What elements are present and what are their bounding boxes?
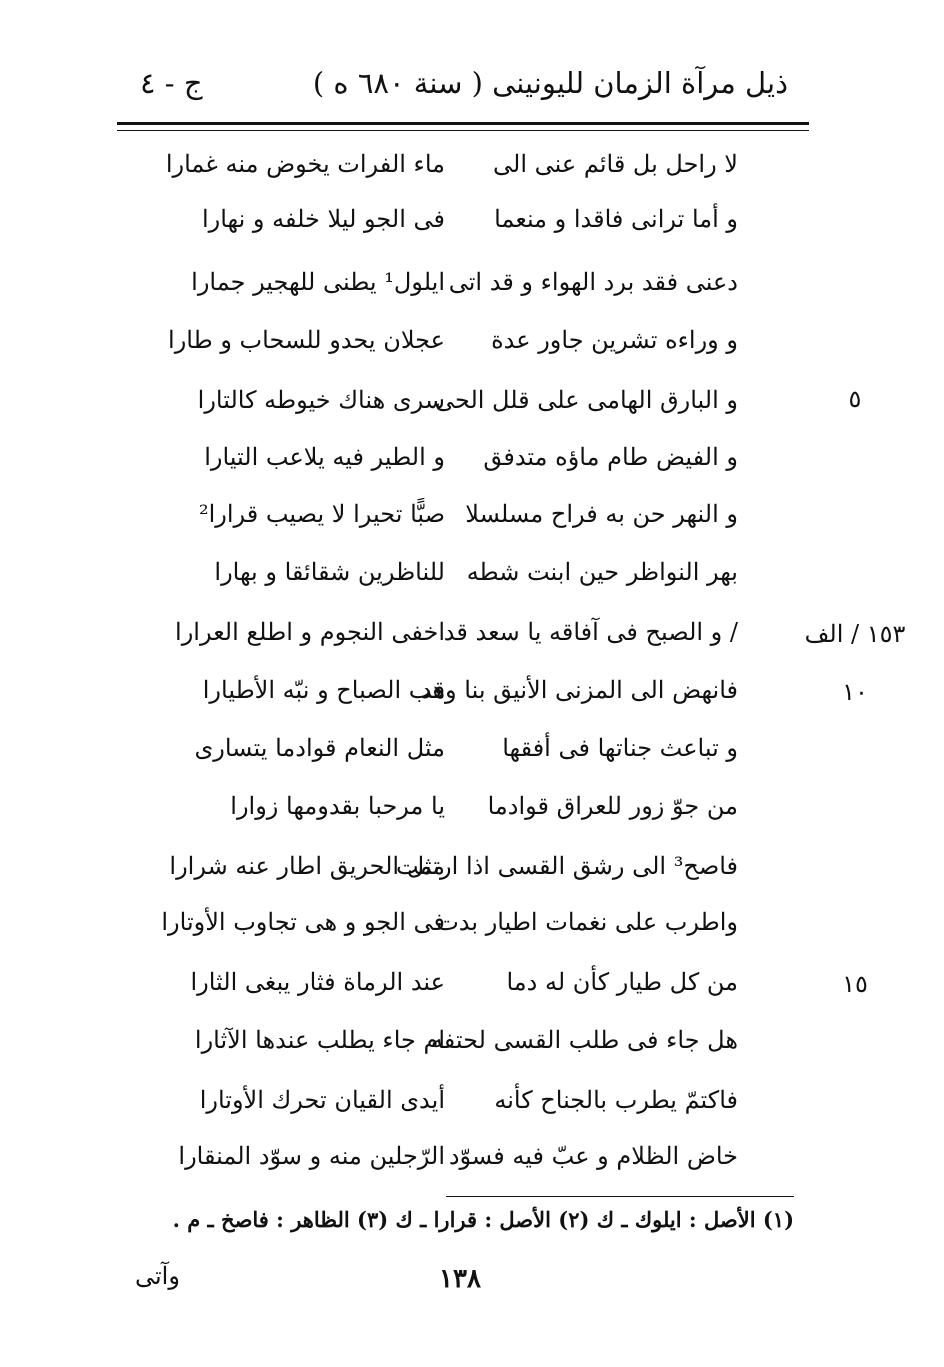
verse-line — [150, 1016, 750, 1064]
verse-line — [150, 608, 750, 656]
footnote-separator — [446, 1196, 794, 1197]
verse-second-hemistich: أيدى القيان تحرك الأوتارا — [199, 1086, 445, 1114]
verse-first-hemistich: من كل طيار كأن له دما — [506, 968, 738, 996]
header-rule-thin — [117, 130, 809, 131]
verse-second-hemistich: سرى هناك خيوطه كالتارا — [197, 386, 445, 414]
line-number-5: ٥ — [848, 385, 862, 413]
verse-line — [150, 490, 750, 538]
running-header — [110, 62, 800, 122]
verse-second-hemistich: الرّجلين منه و سوّد المنقارا — [178, 1142, 445, 1170]
verse-second-hemistich: اخفى النجوم و اطلع العرارا — [175, 618, 445, 646]
verse-second-hemistich: فى الجو و هى تجاوب الأوتارا — [161, 908, 445, 936]
page-number: ١٣٨ — [439, 1264, 481, 1294]
verse-first-hemistich: و أما ترانى فاقدا و منعما — [494, 205, 738, 233]
verse-line — [150, 898, 750, 946]
folio-marker: ١٥٣ / الف — [804, 620, 906, 648]
verse-second-hemistich: فى الجو ليلا خلفه و نهارا — [201, 205, 445, 233]
verse-first-hemistich: واطرب على نغمات اطيار بدت — [436, 908, 738, 936]
verse-line — [150, 316, 750, 364]
verse-line — [150, 782, 750, 830]
header-rule-thick — [117, 122, 809, 125]
verse-first-hemistich: و تباعث جناتها فى أفقها — [502, 734, 738, 762]
catchword: وآتى — [135, 1262, 180, 1290]
verse-line — [150, 1132, 750, 1180]
verse-first-hemistich: و البارق الهامى على قلل الحى — [434, 386, 738, 414]
verse-first-hemistich: فاصح³ الى رشق القسى اذا ارتمت — [395, 852, 738, 880]
verse-second-hemistich: هب الصباح و نبّه الأطيارا — [202, 676, 445, 704]
verse-first-hemistich: دعنى فقد برد الهواء و قد اتى — [448, 268, 738, 296]
verse-line — [150, 1076, 750, 1124]
line-number-15: ١٥ — [842, 970, 868, 998]
verse-second-hemistich: ايلول¹ يطنى للهجير جمارا — [191, 268, 445, 296]
verse-line — [150, 548, 750, 596]
verse-second-hemistich: يا مرحبا بقدومها زوارا — [230, 792, 445, 820]
verse-first-hemistich: و وراءه تشرين جاور عدة — [491, 326, 738, 354]
verse-second-hemistich: ماء الفرات يخوض منه غمارا — [165, 150, 445, 178]
verse-first-hemistich: / و الصبح فى آفاقه يا سعد قد — [443, 618, 738, 646]
verse-second-hemistich: مثل الحريق اطار عنه شرارا — [169, 852, 445, 880]
footnotes: (١) الأصل : ايلوك ـ ك (٢) الأصل : قرارا ـ ك (٣) الظاهر : فاصخ ـ م . — [172, 1207, 794, 1232]
verse-line — [150, 258, 750, 306]
verse-line — [150, 724, 750, 772]
verse-second-hemistich: عند الرماة فثار يبغى الثارا — [190, 968, 445, 996]
verse-first-hemistich: خاض الظلام و عبّ فيه فسوّد — [448, 1142, 738, 1170]
verse-second-hemistich: صبًّا تحيرا لا يصيب قرارا² — [198, 500, 445, 528]
verse-first-hemistich: و النهر حن به فراح مسلسلا — [465, 500, 738, 528]
verse-line — [150, 958, 750, 1006]
header-title: ذيل مرآة الزمان لليونينى ( سنة ٦٨٠ ه ) — [312, 66, 788, 100]
verse-first-hemistich: فاكتمّ يطرب بالجناح كأنه — [494, 1086, 738, 1114]
verse-first-hemistich: من جوّ زور للعراق قوادما — [487, 792, 738, 820]
header-volume: ج - ٤ — [140, 66, 203, 100]
verse-second-hemistich: مثل النعام قوادما يتسارى — [194, 734, 445, 762]
verse-line — [150, 195, 750, 243]
verse-line — [150, 140, 750, 188]
verse-first-hemistich: هل جاء فى طلب القسى لحتفه — [430, 1026, 738, 1054]
verse-second-hemistich: للناظرين شقائقا و بهارا — [214, 558, 445, 586]
verse-line — [150, 842, 750, 890]
verse-second-hemistich: عجلان يحدو للسحاب و طارا — [168, 326, 445, 354]
verse-line — [150, 376, 750, 424]
verse-line — [150, 433, 750, 481]
verse-first-hemistich: فانهض الى المزنى الأنيق بنا وقد — [420, 676, 738, 704]
verse-first-hemistich: لا راحل بل قائم عنى الى — [493, 150, 738, 178]
verse-first-hemistich: و الفيض طام ماؤه متدفق — [483, 443, 738, 471]
line-number-10: ١٠ — [842, 678, 868, 706]
verse-second-hemistich: و الطير فيه يلاعب التيارا — [204, 443, 445, 471]
verse-first-hemistich: بهر النواظر حين ابنت شطه — [466, 558, 738, 586]
verse-second-hemistich: ام جاء يطلب عندها الآثارا — [194, 1026, 445, 1054]
verse-line — [150, 666, 750, 714]
